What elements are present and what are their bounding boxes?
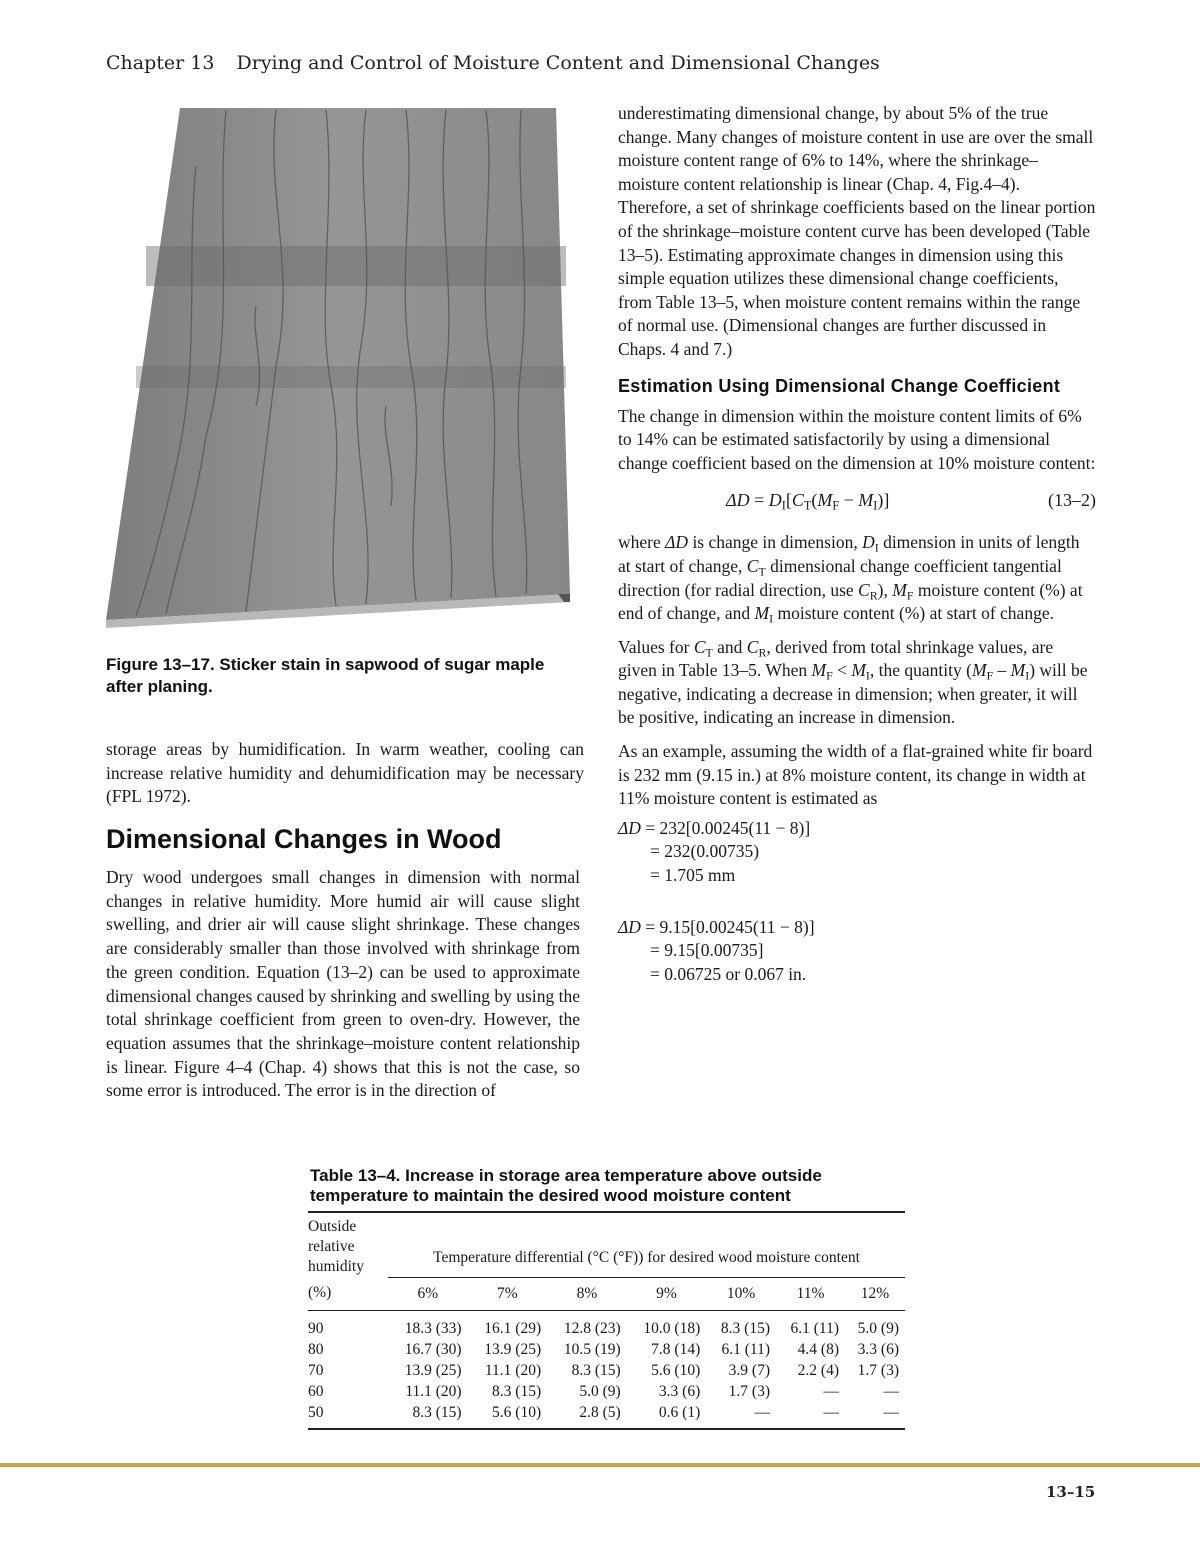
table-row: [308, 1361, 905, 1382]
table-cell: —: [845, 1403, 905, 1429]
table-cell: 10.0 (18): [643, 1320, 701, 1337]
calculation-metric: [618, 817, 1096, 888]
table-cell: —: [706, 1403, 776, 1429]
column-header: 9%: [627, 1277, 707, 1310]
equation-number: (13–2): [1048, 490, 1096, 511]
rh-cell: 90: [308, 1320, 324, 1337]
coefficient-paragraph: The change in dimension within the moisture content limits of 6% to 14% can be estimated satisfactorily by using a dimensional change coefficient based on the dimension at 10% moisture content:: [618, 405, 1096, 473]
table-row: [308, 1403, 905, 1429]
table-cell: 16.1 (29): [484, 1320, 542, 1337]
table-cell: 8.3 (15): [720, 1320, 770, 1337]
table-cell: 6.1 (11): [790, 1320, 839, 1337]
table-cell: 16.7 (30): [404, 1341, 462, 1358]
table-cell: 5.6 (10): [651, 1362, 701, 1379]
table-cell: 8.3 (15): [571, 1362, 621, 1379]
table-cell: 1.7 (3): [857, 1362, 899, 1379]
column-header: 6%: [388, 1277, 468, 1310]
rh-cell: 50: [308, 1403, 388, 1429]
table-cell: 0.6 (1): [627, 1403, 707, 1429]
table-cell: 13.9 (25): [404, 1362, 462, 1379]
storage-temperature-table: [308, 1211, 905, 1430]
table-cell: 13.9 (25): [484, 1341, 542, 1358]
table-cell: 11.1 (20): [484, 1362, 542, 1379]
left-body: [106, 866, 580, 1103]
rh-header-unit: (%): [308, 1277, 388, 1310]
table-cell: —: [823, 1383, 839, 1400]
chapter-number: Chapter 13: [106, 52, 215, 74]
table-caption: Table 13–4. Increase in storage area temperature above outside temperature to maintain the desired wood moisture content: [310, 1166, 822, 1205]
table-cell: 18.3 (33): [404, 1320, 462, 1337]
figure-caption: Figure 13–17. Sticker stain in sapwood of sugar maple after planing.: [106, 655, 545, 696]
table-cell: 8.3 (15): [388, 1403, 468, 1429]
column-header: 8%: [547, 1277, 627, 1310]
rh-cell: 60: [308, 1383, 324, 1400]
table-cell: 3.3 (6): [658, 1383, 701, 1400]
equation-expression: $\Delta D = D_I[C_T(M_F - M_I)]$: [726, 490, 890, 513]
table-cell: 5.6 (10): [468, 1403, 548, 1429]
table-cell: 2.2 (4): [797, 1362, 839, 1379]
dimensional-changes-paragraph: Dry wood undergoes small changes in dimension with normal changes in relative humidity. More humid air will cause slight swelling, and drier air will cause slight shrinkage. These changes are considerably smaller than those involved with shrinkage from the green condition. Equation (13–2) can be used to approximate dimensional changes caused by shrinking and swelling by using the total shrinkage coefficient from green to oven-dry. However, the equation assumes that the shrinkage–moisture content relationship is linear. Figure 4–4 (Chap. 4) shows that this is not the case, so some error is introduced. The error is in the direction of: [106, 867, 580, 1101]
table-cell: 4.4 (8): [797, 1341, 839, 1358]
rh-header-label: Outside relative humidity: [308, 1212, 388, 1277]
table-cell: 11.1 (20): [405, 1383, 462, 1400]
column-header: 11%: [776, 1277, 845, 1310]
section-title: Dimensional Changes in Wood: [106, 824, 502, 854]
where-paragraph: where ΔD is change in dimension, $D_I$ dimension in units of length at start of change, $C_T$ dimensional change coefficient tangential direction (for radial direction, use $C_R$), $M_F$ moisture content (%) at end of change, and $M_I$ moisture content (%) at start of change.: [618, 532, 1083, 626]
table-cell: 8.3 (15): [492, 1383, 542, 1400]
table-cell: 7.8 (14): [651, 1341, 701, 1358]
footer-rule: [0, 1463, 1200, 1467]
example-paragraph: As an example, assuming the width of a flat-grained white fir board is 232 mm (9.15 in.) at 8% moisture content, its change in width at 11% moisture content is estimated as: [618, 741, 1093, 809]
rh-cell: 70: [308, 1362, 324, 1379]
subsection-title: Estimation Using Dimensional Change Coefficient: [618, 375, 1061, 396]
temperature-span-header: Temperature differential (°C (°F)) for desired wood moisture content: [388, 1212, 905, 1277]
table-cell: 12.8 (23): [563, 1320, 621, 1337]
chapter-header: [106, 52, 880, 74]
equation-13-2: [618, 481, 1096, 523]
table-cell: —: [776, 1403, 845, 1429]
page-number: 13–15: [1046, 1483, 1096, 1501]
table-cell: 5.0 (9): [579, 1383, 621, 1400]
table-row: [308, 1340, 905, 1361]
right-column: [618, 102, 1096, 986]
sticker-stain-photo: [106, 106, 570, 628]
column-header: 10%: [706, 1277, 776, 1310]
intro-paragraph: storage areas by humidification. In warm weather, cooling can increase relative humidity and dehumidification may be necessary (FPL 1972).: [106, 739, 584, 807]
column-header: 7%: [468, 1277, 548, 1310]
rh-cell: 80: [308, 1341, 324, 1358]
table-cell: 1.7 (3): [728, 1383, 770, 1400]
table-cell: 10.5 (19): [563, 1341, 621, 1358]
calc-imperial-line-2: = 9.15[0.00735]: [650, 940, 764, 961]
calc-metric-line-3: = 1.705 mm: [650, 865, 736, 886]
continued-paragraph: underestimating dimensional change, by about 5% of the true change. Many changes of moisture content in use are over the small moisture content range of 6% to 14%, where the shrinkage–moisture content relationship is linear (Chap. 4, Fig.4–4). Therefore, a set of shrinkage coefficients based on the linear portion of the shrinkage–moisture content curve has been developed (Table 13–5). Estimating approximate changes in dimension using this simple equation utilizes these dimensional change coefficients, from Table 13–5, when moisture content remains within the range of normal use. (Dimensional changes are further discussed in Chaps. 4 and 7.): [618, 103, 1096, 359]
table-cell: 6.1 (11): [721, 1341, 770, 1358]
calc-metric-line-2: = 232(0.00735): [650, 841, 760, 862]
table-cell: 2.8 (5): [547, 1403, 627, 1429]
table-cell: 3.3 (6): [857, 1341, 899, 1358]
table-cell: 5.0 (9): [857, 1320, 899, 1337]
column-header: 12%: [845, 1277, 905, 1310]
calc-imperial-line-3: = 0.06725 or 0.067 in.: [650, 963, 807, 984]
calc-imperial-line-1: ΔD = 9.15[0.00245(11 − 8)]: [618, 916, 815, 937]
left-intro: [106, 738, 584, 809]
calc-metric-line-1: ΔD = 232[0.00245(11 − 8)]: [618, 817, 811, 838]
chapter-title: Drying and Control of Moisture Content and Dimensional Changes: [236, 52, 880, 74]
table-cell: —: [883, 1383, 899, 1400]
table-cell: 3.9 (7): [728, 1362, 770, 1379]
calculation-imperial: [618, 916, 1096, 987]
table-row: [308, 1382, 905, 1403]
table-row: [308, 1310, 905, 1340]
values-paragraph: Values for $C_T$ and $C_R$, derived from total shrinkage values, are given in Table 13–5. When $M_F < M_I$, the quantity $(M_F - M_I)$ will be negative, indicating a decrease in dimension; when greater, it will be positive, indicating an increase in dimension.: [618, 636, 1088, 728]
